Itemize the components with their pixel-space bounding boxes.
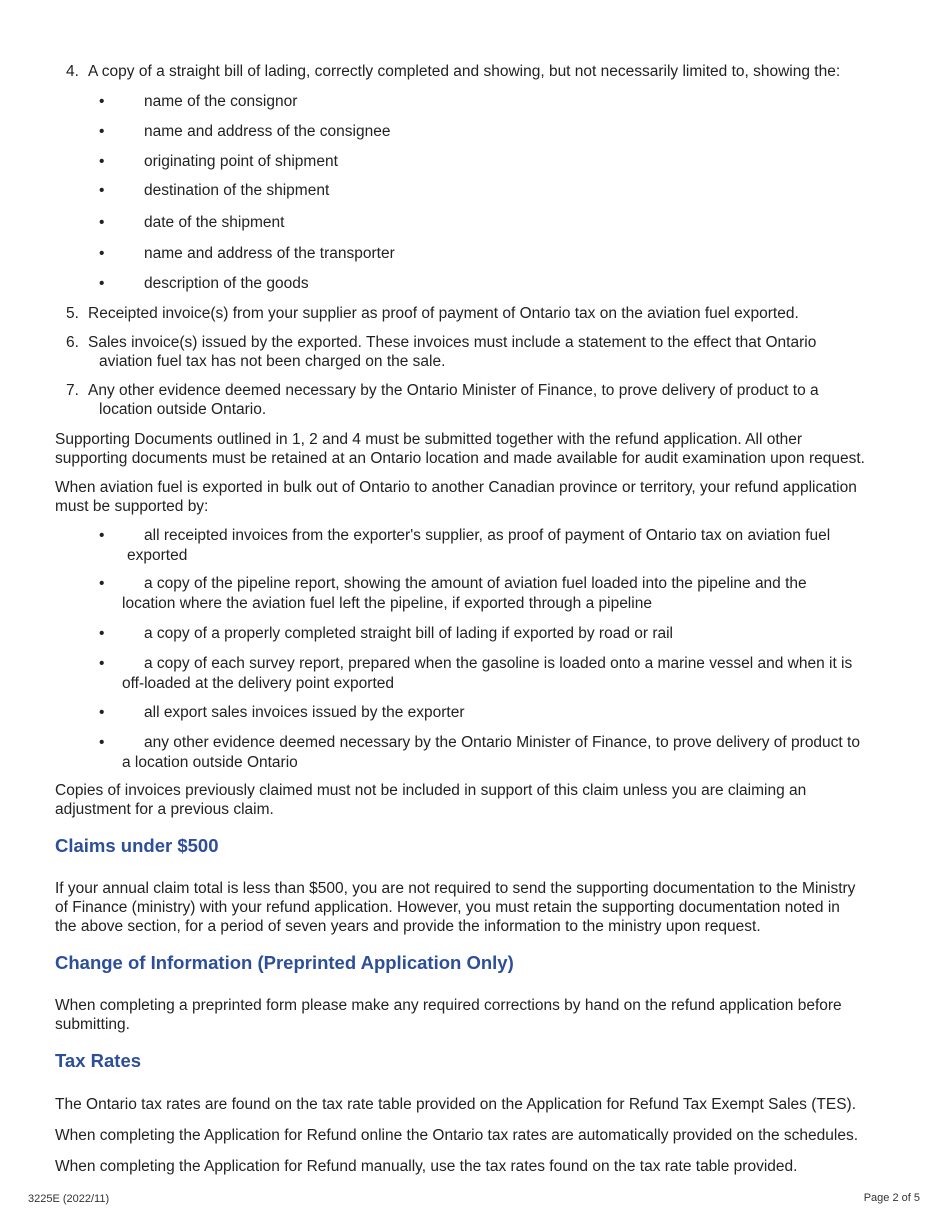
bullet-item: name and address of the transporter xyxy=(144,245,395,262)
tax-rates-paragraph-2: When completing the Application for Refund online the Ontario tax rates are automatically provided on the schedules. xyxy=(55,1127,859,1144)
bullet-icon: • xyxy=(99,655,105,672)
bullet-icon: • xyxy=(99,153,105,170)
bullet-item-continued: location where the aviation fuel left the pipeline, if exported through a pipeline xyxy=(122,595,652,612)
claims-under-heading: Claims under $500 xyxy=(55,835,219,856)
item-text: Receipted invoice(s) from your supplier as proof of payment of Ontario tax on the aviation fuel exported. xyxy=(88,305,799,322)
change-of-information-heading: Change of Information (Preprinted Application Only) xyxy=(55,952,514,973)
bullet-icon: • xyxy=(99,704,105,721)
bullet-icon: • xyxy=(99,275,105,292)
bullet-item: any other evidence deemed necessary by the Ontario Minister of Finance, to prove delivery of product to xyxy=(144,734,860,751)
bullet-icon: • xyxy=(99,625,105,642)
bullet-icon: • xyxy=(99,527,105,544)
bullet-item: a copy of the pipeline report, showing the amount of aviation fuel loaded into the pipeline and the xyxy=(144,575,807,592)
bullet-item: name and address of the consignee xyxy=(144,123,391,140)
form-code: 3225E (2022/11) xyxy=(28,1193,110,1205)
item-number: 6. xyxy=(66,334,79,351)
bullet-icon: • xyxy=(99,182,105,199)
bullet-icon: • xyxy=(99,123,105,140)
bullet-item: destination of the shipment xyxy=(144,182,330,199)
bullet-item-continued: exported xyxy=(127,547,188,564)
item-number: 5. xyxy=(66,305,79,322)
bullet-item: name of the consignor xyxy=(144,93,298,110)
bullet-item: a copy of a properly completed straight bill of lading if exported by road or rail xyxy=(144,625,674,642)
copies-paragraph: Copies of invoices previously claimed must not be included in support of this claim unless you are claiming an adjustment for a previous claim. xyxy=(55,782,807,818)
bullet-icon: • xyxy=(99,214,105,231)
item-text: Any other evidence deemed necessary by the Ontario Minister of Finance, to prove delivery of product to a xyxy=(88,382,819,399)
bullet-icon: • xyxy=(99,245,105,262)
tax-rates-heading: Tax Rates xyxy=(55,1050,142,1071)
bullet-item: description of the goods xyxy=(144,275,309,292)
bullet-item: all export sales invoices issued by the exporter xyxy=(144,704,465,721)
bullet-item: a copy of each survey report, prepared when the gasoline is loaded onto a marine vessel and when it is xyxy=(144,655,853,672)
bullet-icon: • xyxy=(99,93,105,110)
bullet-icon: • xyxy=(99,734,105,751)
item-number: 4. xyxy=(66,63,79,80)
bullet-item: all receipted invoices from the exporter's supplier, as proof of payment of Ontario tax on aviation fuel xyxy=(144,527,831,544)
bullet-item-continued: a location outside Ontario xyxy=(122,754,298,771)
supporting-documents-paragraph: Supporting Documents outlined in 1, 2 and 4 must be submitted together with the refund application. All other supporting documents must be retained at an Ontario location and made available for audit examination upon request. xyxy=(55,431,865,467)
list-item-4 xyxy=(66,62,926,81)
tax-rates-paragraph-3: When completing the Application for Refund manually, use the tax rates found on the tax rate table provided. xyxy=(55,1158,798,1175)
bullet-item: originating point of shipment xyxy=(144,153,338,170)
bullet-item: date of the shipment xyxy=(144,214,285,231)
tax-rates-paragraph-1: The Ontario tax rates are found on the tax rate table provided on the Application for Refund Tax Exempt Sales (TES). xyxy=(55,1096,856,1113)
list-item-6 xyxy=(66,333,926,371)
page-number: Page 2 of 5 xyxy=(863,1192,920,1204)
list-item-7 xyxy=(66,381,926,419)
bullet-item-continued: off-loaded at the delivery point exported xyxy=(122,675,395,692)
bullet-icon: • xyxy=(99,575,105,592)
item-text-continued: aviation fuel tax has not been charged on the sale. xyxy=(99,353,446,370)
claims-under-paragraph: If your annual claim total is less than $500, you are not required to send the supporting documentation to the Ministry of Finance (ministry) with your refund application. However, you must retain the supporting documentation noted in the above section, for a period of seven years and provide the information to the ministry upon request. xyxy=(55,880,856,935)
item-number: 7. xyxy=(66,382,79,399)
change-of-information-paragraph: When completing a preprinted form please make any required corrections by hand on the refund application before submitting. xyxy=(55,997,842,1033)
item-text-continued: location outside Ontario. xyxy=(99,401,267,418)
list-item-5 xyxy=(66,304,926,323)
item-text: Sales invoice(s) issued by the exported. These invoices must include a statement to the effect that Ontario xyxy=(88,334,817,351)
bulk-export-paragraph: When aviation fuel is exported in bulk out of Ontario to another Canadian province or territory, your refund application must be supported by: xyxy=(55,479,857,515)
item-text: A copy of a straight bill of lading, correctly completed and showing, but not necessarily limited to, showing the: xyxy=(88,63,841,80)
